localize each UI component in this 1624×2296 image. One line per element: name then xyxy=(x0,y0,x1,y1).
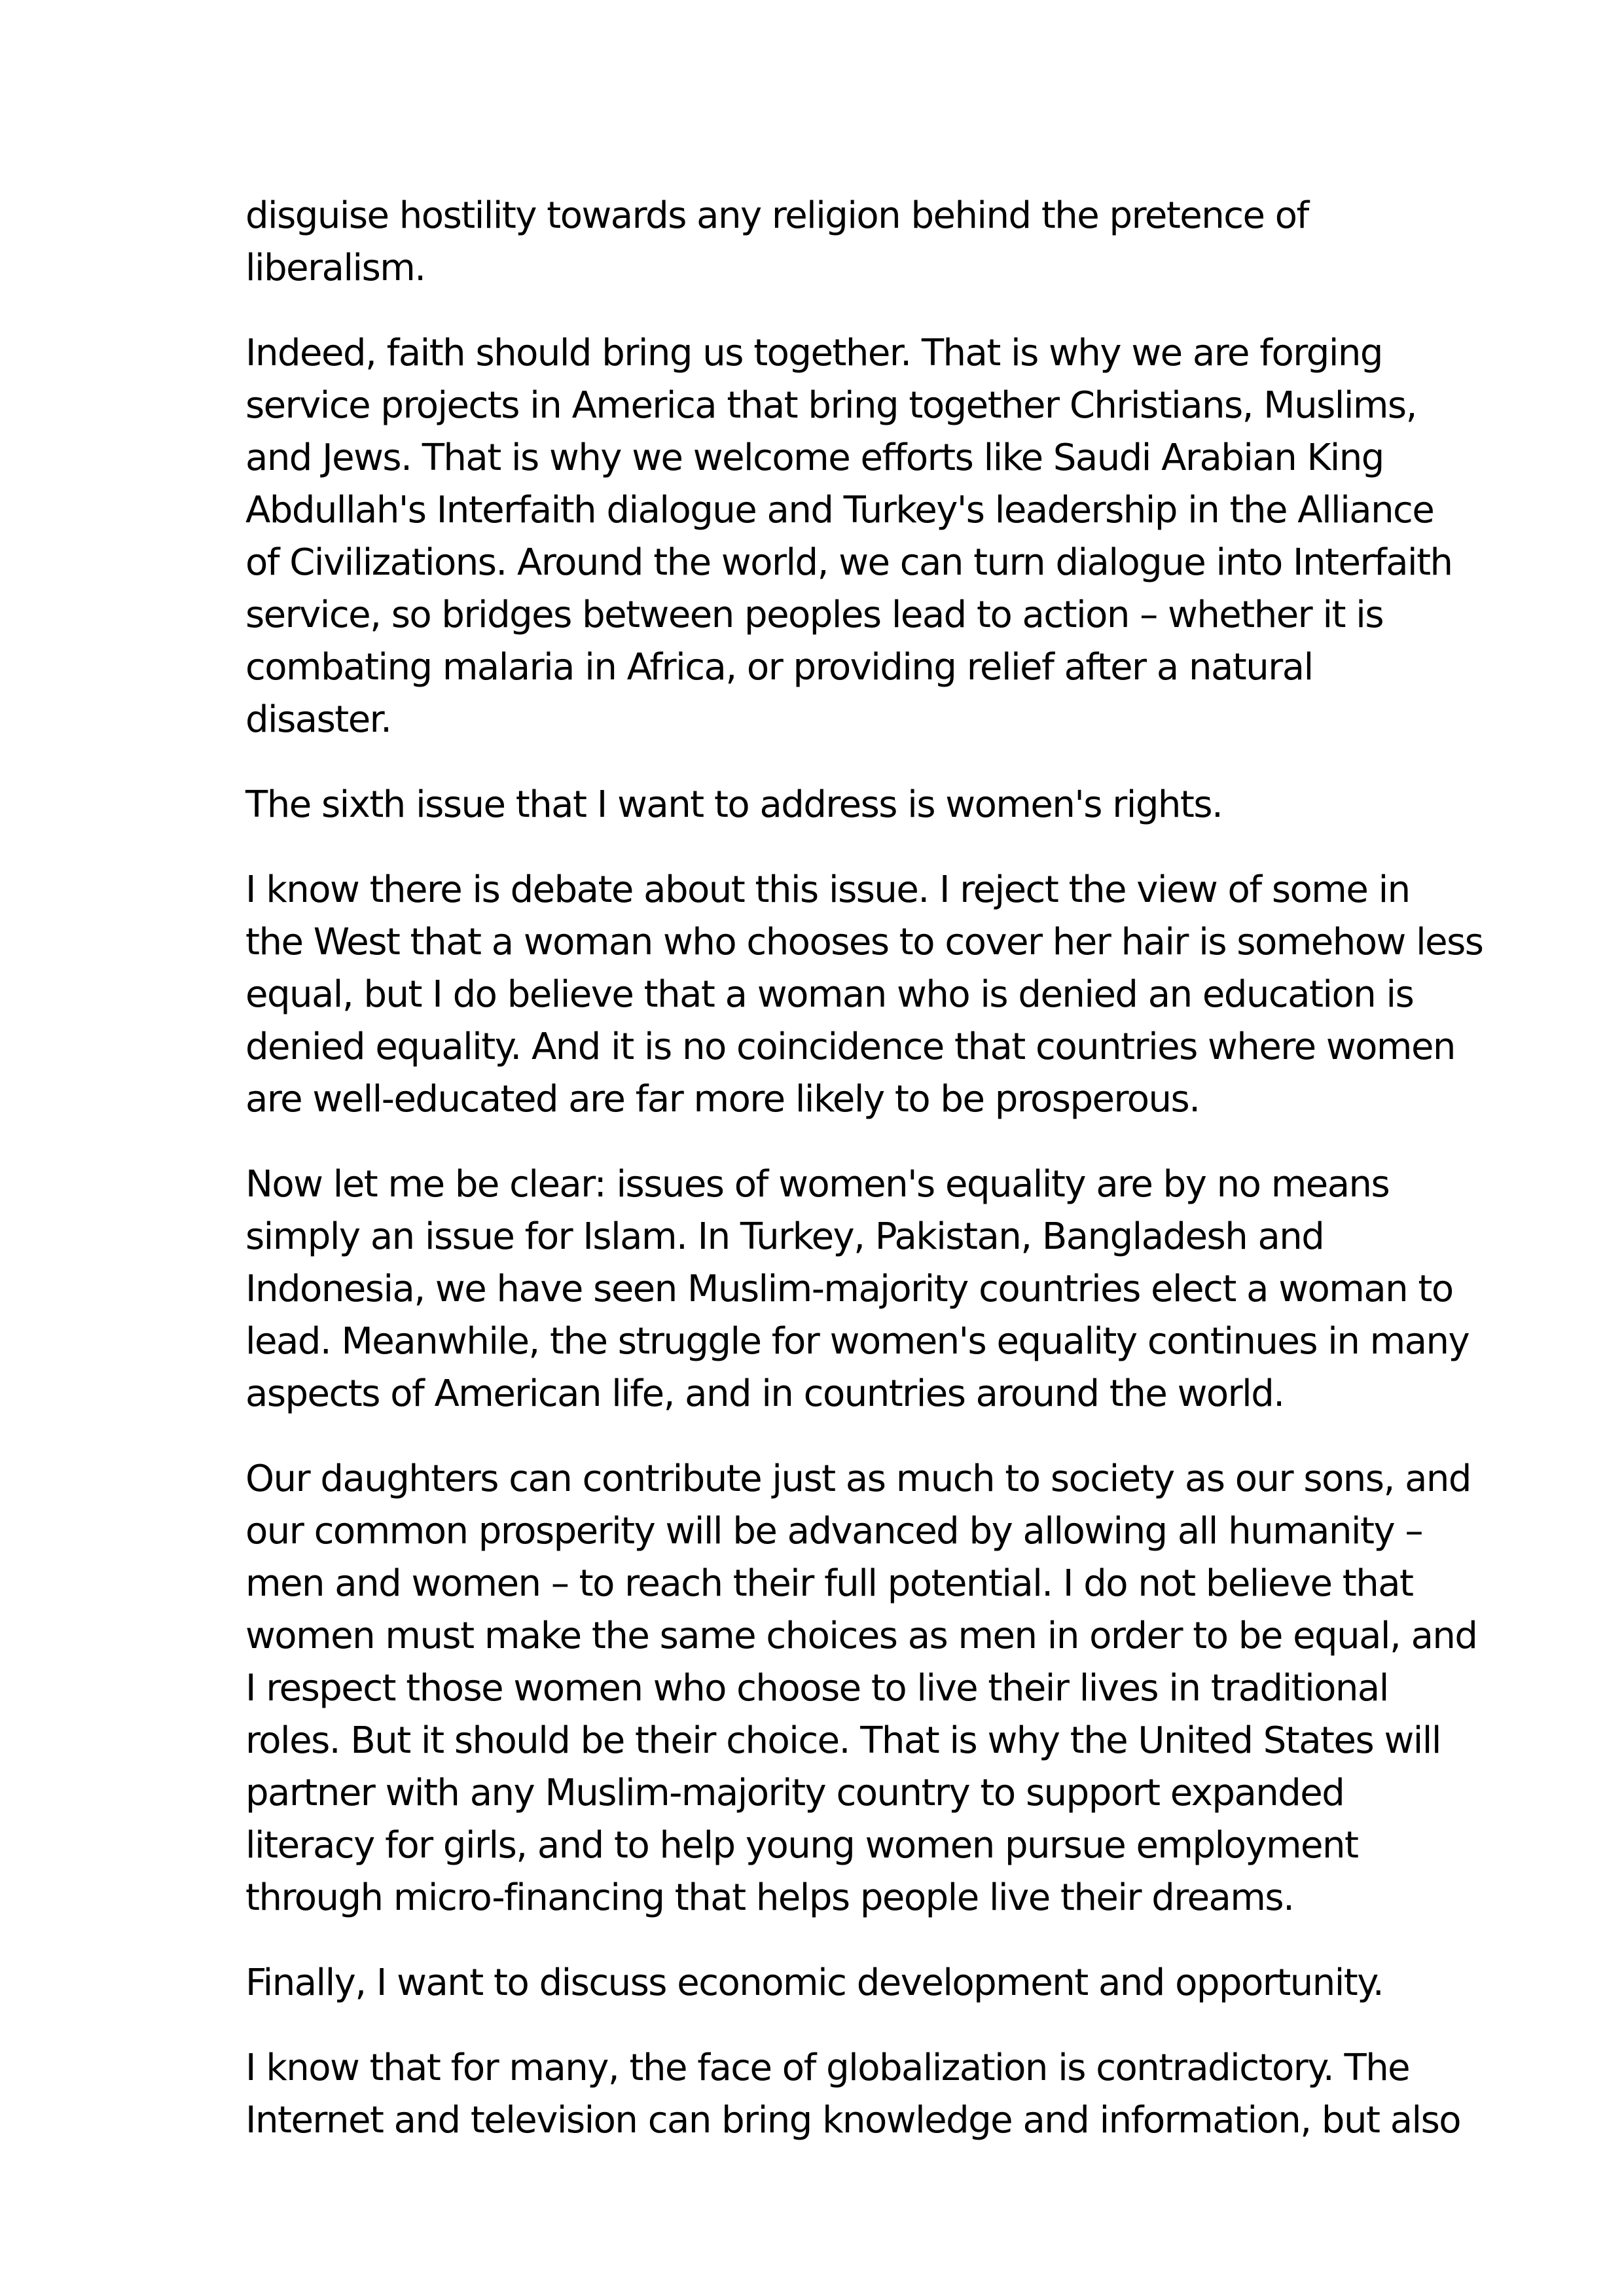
paragraph: I know that for many, the face of globalization is contradictory. The Internet and television can bring knowledge and information, but also xyxy=(245,2047,1461,2142)
paragraph: The sixth issue that I want to address is women's rights. xyxy=(245,783,1223,826)
text-block xyxy=(245,190,1581,2179)
paragraph: disguise hostility towards any religion behind the pretence of liberalism. xyxy=(245,194,1308,289)
paragraph: I know there is debate about this issue. I reject the view of some in the West that a woman who chooses to cover her hair is somehow less equal, but I do believe that a woman who is denied an education is denied equality. And it is no coincidence that countries where women are well-educated are far more likely to be prosperous. xyxy=(245,869,1483,1121)
paragraph: Finally, I want to discuss economic development and opportunity. xyxy=(245,1962,1384,2004)
paragraph: Now let me be clear: issues of women's equality are by no means simply an issue for Islam. In Turkey, Pakistan, Bangladesh and Indonesia, we have seen Muslim-majority countries elect a woman to lead. Meanwhile, the struggle for women's equality continues in many aspects of American life, and in countries around the world. xyxy=(245,1163,1470,1415)
paragraph: Our daughters can contribute just as much to society as our sons, and our common prosperity will be advanced by allowing all humanity – men and women – to reach their full potential. I do not believe that women must make the same choices as men in order to be equal, and I respect those women who choose to live their lives in traditional roles. But it should be their choice. That is why the United States will partner with any Muslim-majority country to support expanded literacy for girls, and to help young women pursue employment through micro-financing that helps people live their dreams. xyxy=(245,1458,1477,1919)
paragraph: Indeed, faith should bring us together. That is why we are forging service projects in America that bring together Christians, Muslims, and Jews. That is why we welcome efforts like Saudi Arabian King Abdullah's Interfaith dialogue and Turkey's leadership in the Alliance of Civilizations. Around the world, we can turn dialogue into Interfaith service, so bridges between peoples lead to action – whether it is combating malaria in Africa, or providing relief after a natural disaster. xyxy=(245,332,1453,741)
